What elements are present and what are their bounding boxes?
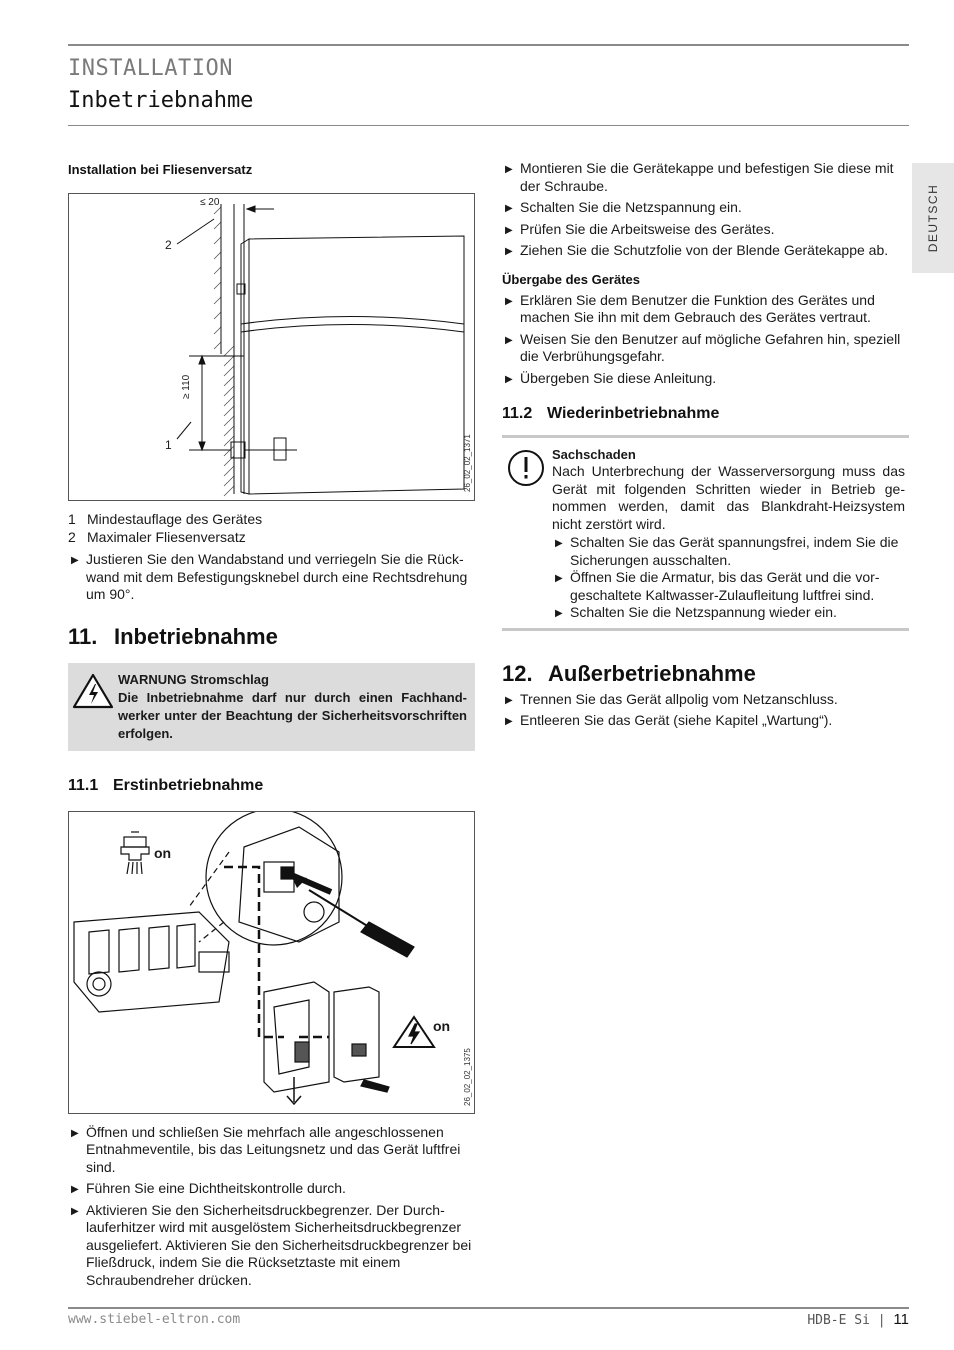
footer-page-info	[807, 1311, 909, 1328]
list-item: ▶ Ziehen Sie die Schutzfolie von der Blende Gerätekappe ab.	[502, 242, 909, 260]
section-11-2-heading: 11.2 Wiederinbetriebnahme	[502, 405, 720, 422]
decommission-steps	[502, 691, 909, 730]
left-column	[68, 160, 475, 1293]
list-item: ▶ Schalten Sie die Netzspannung wieder ein.	[552, 604, 905, 622]
list-item: ▶ Justieren Sie den Wandabstand und verriegeln Sie die Rückwand mit dem Befestigungsknebel durch eine Rechtsdrehung um 90°.	[68, 551, 475, 604]
list-item: ▶ Schalten Sie das Gerät spannungsfrei, indem Sie die Sicherungen ausschalten.	[552, 534, 905, 569]
figure-code-2: 26_02_02_1375	[463, 1047, 472, 1106]
figure-code-1: 26_02_02_1371	[463, 434, 472, 492]
exclamation-icon	[506, 448, 546, 488]
header-rule-bottom	[68, 125, 909, 126]
right-column	[502, 160, 909, 734]
handover-steps	[502, 292, 909, 388]
first-startup-drawing	[69, 812, 474, 1113]
warning-body: Die Inbetriebnahme darf nur durch einen Fachhandwerker unter der Beachtung der Sicherheitsvorschriften erfolgen.	[118, 689, 467, 741]
legend-item: 1 Mindestauflage des Gerätes	[68, 511, 263, 527]
figure-first-startup	[68, 811, 475, 1114]
note-material-damage	[502, 435, 909, 631]
callout-1: 1	[165, 438, 172, 452]
legend-item: 2 Maximaler Fliesenversatz	[68, 529, 246, 545]
tile-offset-heading: Installation bei Fliesenversatz	[68, 162, 253, 177]
section-12-heading: 12. Außerbetriebnahme	[502, 660, 756, 686]
section-11-1-heading: 11.1 Erstinbetriebnahme	[68, 776, 264, 794]
note-body: Nach Unterbrechung der Wasserversorgung muss das Gerät mit folgenden Schritten wieder in Betrieb genommen werden, damit das Blankdraht-Heizsystem nicht zerstört wird.	[552, 463, 905, 532]
list-item: ▶ Aktivieren Sie den Sicherheitsdruckbegrenzer. Der Durchlauferhitzer wird mit ausgelöstem Sicherheitsdruckbegrenzer ausgeliefert. Aktivieren Sie den Sicherheitsdruckbegrenzer bei Fließdruck, indem Sie die Rücksetztaste mit einem Schraubendreher drücken.	[68, 1202, 475, 1290]
header-title: Inbetriebnahme	[68, 88, 254, 113]
callout-2: 2	[165, 238, 172, 252]
list-item: ▶ Erklären Sie dem Benutzer die Funktion des Gerätes und machen Sie ihn mit dem Gebrauch des Gerätes vertraut.	[502, 292, 909, 327]
dim-top-label: ≤ 20	[200, 197, 220, 208]
section-11-heading: 11. Inbetriebnahme	[68, 623, 278, 649]
list-item: ▶ Prüfen Sie die Arbeitsweise des Gerätes.	[502, 221, 909, 239]
warning-electric-shock	[68, 663, 475, 751]
list-item: ▶ Öffnen Sie die Armatur, bis das Gerät und die vorgeschaltete Kaltwasser-Zulaufleitung luftfrei sind.	[552, 569, 905, 604]
header-rule-top	[68, 44, 909, 46]
list-item: ▶ Montieren Sie die Gerätekappe und befestigen Sie diese mit der Schraube.	[502, 160, 909, 195]
note-title: Sachschaden	[552, 447, 636, 462]
list-item: ▶ Übergeben Sie diese Anleitung.	[502, 370, 909, 388]
footer-website-link[interactable]: www.stiebel-eltron.com	[68, 1312, 241, 1327]
on-label-power: on	[433, 1017, 451, 1034]
list-item: ▶ Schalten Sie die Netzspannung ein.	[502, 199, 909, 217]
note-steps	[552, 534, 905, 622]
mounting-steps	[502, 160, 909, 260]
warning-title: WARNUNG Stromschlag	[118, 671, 269, 687]
header-section: INSTALLATION	[68, 56, 233, 81]
footer-rule	[68, 1307, 909, 1309]
footer-product: HDB-E Si	[807, 1313, 870, 1328]
electric-warning-icon	[72, 673, 114, 709]
list-item: ▶ Öffnen und schließen Sie mehrfach alle angeschlossenen Entnahmeventile, bis das Leitungsnetz und das Gerät luftfrei sind.	[68, 1124, 475, 1177]
page-number: 11	[893, 1311, 909, 1328]
language-tab	[912, 163, 954, 273]
handover-heading: Übergabe des Gerätes	[502, 271, 641, 287]
adjust-steps	[68, 551, 475, 604]
dim-side-label: ≥ 110	[181, 374, 192, 399]
list-item: ▶ Führen Sie eine Dichtheitskontrolle durch.	[68, 1180, 475, 1198]
list-item: ▶ Entleeren Sie das Gerät (siehe Kapitel „Wartung“).	[502, 712, 909, 730]
language-tab-label: DEUTSCH	[926, 183, 940, 253]
list-item: ▶ Weisen Sie den Benutzer auf mögliche Gefahren hin, speziell die Verbrühungsgefahr.	[502, 331, 909, 366]
footer-separator: |	[877, 1313, 886, 1328]
list-item: ▶ Trennen Sie das Gerät allpolig vom Netzanschluss.	[502, 691, 909, 709]
tile-offset-drawing	[69, 194, 474, 500]
on-label-tap: on	[154, 844, 172, 861]
startup-steps	[68, 1124, 475, 1290]
figure-tile-offset	[68, 193, 475, 501]
figure-legend	[68, 510, 475, 546]
